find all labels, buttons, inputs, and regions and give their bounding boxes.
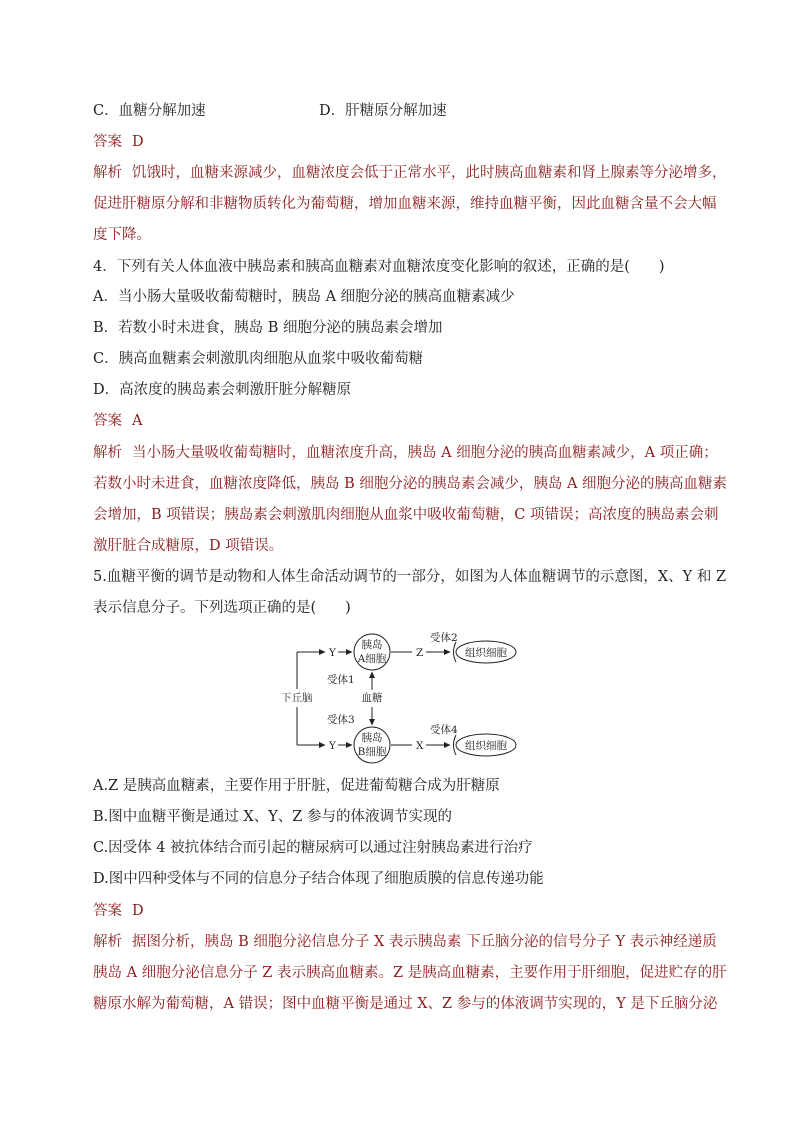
hypothalamus-label: 下丘脑 [281, 692, 313, 704]
answer-value: D [132, 134, 144, 150]
q4-analysis-line-4: 激肝脏合成糖原，D 项错误。 [93, 538, 284, 554]
signal-z: Z [416, 647, 424, 659]
answer-label: 答案 [93, 903, 122, 919]
q4-option-b: B．若数小时未进食，胰岛 B 细胞分泌的胰岛素会增加 [93, 320, 443, 336]
q4-answer [93, 411, 734, 431]
q5-answer [93, 901, 734, 921]
tissue-cell-bottom [454, 734, 517, 756]
q3-option-c: C．血糖分解加速 [93, 103, 206, 119]
q5-option-b: B.图中血糖平衡是通过 X、Y、Z 参与的体液调节实现的 [93, 809, 452, 825]
q3-options-row [93, 101, 734, 121]
analysis-label: 解析 [93, 934, 122, 950]
q3-answer [93, 132, 734, 152]
q3-analysis-line-2: 促进肝糖原分解和非糖物质转化为葡萄糖，增加血糖来源，维持血糖平衡，因此血糖含量不会大幅 [93, 196, 717, 212]
q4-option-d: D．高浓度的胰岛素会刺激肝脏分解糖原 [93, 382, 352, 398]
answer-value: D [132, 903, 144, 919]
q4-analysis-line-1: 解析 当小肠大量吸收葡萄糖时，血糖浓度升高，胰岛 A 细胞分泌的胰高血糖素减少，A 项正确； [93, 445, 718, 461]
q4-analysis-line-3: 会增加，B 项错误；胰岛素会刺激肌肉细胞从血浆中吸收葡萄糖，C 项错误；高浓度的胰岛素会刺 [93, 507, 719, 523]
q5-option-a: A.Z 是胰高血糖素，主要作用于肝脏，促进葡萄糖合成为肝糖原 [93, 778, 500, 794]
svg-text:胰岛: 胰岛 [361, 639, 383, 651]
signal-y-bottom: Y [329, 740, 336, 752]
svg-text:A细胞: A细胞 [357, 653, 387, 665]
svg-text:组织细胞: 组织细胞 [465, 740, 507, 752]
q5-option-c: C.因受体 4 被抗体结合而引起的糖尿病可以通过注射胰岛素进行治疗 [93, 840, 533, 856]
answer-value: A [132, 413, 143, 429]
receptor-1-label: 受体1 [327, 674, 355, 686]
q5-analysis-line-2: 胰岛 A 细胞分泌信息分子 Z 表示胰高血糖素。Z 是胰高血糖素，主要作用于肝细胞，促进贮存的肝 [93, 965, 727, 981]
receptor-3-label: 受体3 [327, 714, 355, 726]
analysis-label: 解析 [93, 445, 122, 461]
signal-x: X [416, 740, 424, 752]
q5-analysis-line-3: 糖原水解为葡萄糖，A 错误；图中血糖平衡是通过 X、Z 参与的体液调节实现的，Y 是下丘脑分泌 [93, 996, 718, 1012]
q5-option-d: D.图中四种受体与不同的信息分子结合体现了细胞质膜的信息传递功能 [93, 871, 544, 887]
islet-b-cell [354, 727, 390, 763]
q5-stem-line-2: 表示信息分子。下列选项正确的是( ) [93, 600, 351, 616]
receptor-4-label: 受体4 [430, 724, 458, 736]
analysis-label: 解析 [93, 165, 122, 181]
receptor-2-label: 受体2 [430, 632, 458, 644]
q5-stem-line-1: 5.血糖平衡的调节是动物和人体生命活动调节的一部分，如图为人体血糖调节的示意图，X、Y 和 Z [93, 569, 727, 585]
blood-glucose-label: 血糖 [361, 692, 383, 704]
q5-analysis-line-1: 解析 据图分析，胰岛 B 细胞分泌信息分子 X 表示胰岛素 下丘脑分泌的信号分子 Y 表示神经递质 [93, 934, 717, 950]
q4-stem: 4．下列有关人体血液中胰岛素和胰高血糖素对血糖浓度变化影响的叙述，正确的是( ) [93, 259, 665, 275]
q3-option-d: D．肝糖原分解加速 [319, 103, 447, 119]
tissue-cell-top [454, 641, 517, 663]
answer-label: 答案 [93, 413, 122, 429]
q4-option-a: A．当小肠大量吸收葡萄糖时，胰岛 A 细胞分泌的胰高血糖素减少 [93, 289, 515, 305]
islet-a-cell [354, 634, 390, 670]
q3-analysis-line-3: 度下降。 [93, 227, 151, 243]
answer-label: 答案 [93, 134, 122, 150]
svg-text:组织细胞: 组织细胞 [465, 647, 507, 659]
blood-glucose-diagram [270, 625, 530, 765]
svg-text:胰岛: 胰岛 [361, 732, 383, 744]
q4-analysis-line-2: 若数小时未进食，血糖浓度降低，胰岛 B 细胞分泌的胰岛素会减少，胰岛 A 细胞分泌的胰高血糖素 [93, 476, 728, 492]
q3-analysis-line-1: 解析 饥饿时，血糖来源减少，血糖浓度会低于正常水平，此时胰高血糖素和肾上腺素等分泌增多， [93, 165, 727, 181]
q4-option-c: C．胰高血糖素会刺激肌肉细胞从血浆中吸收葡萄糖 [93, 351, 424, 367]
svg-text:B细胞: B细胞 [357, 746, 387, 758]
signal-y-top: Y [329, 647, 336, 659]
